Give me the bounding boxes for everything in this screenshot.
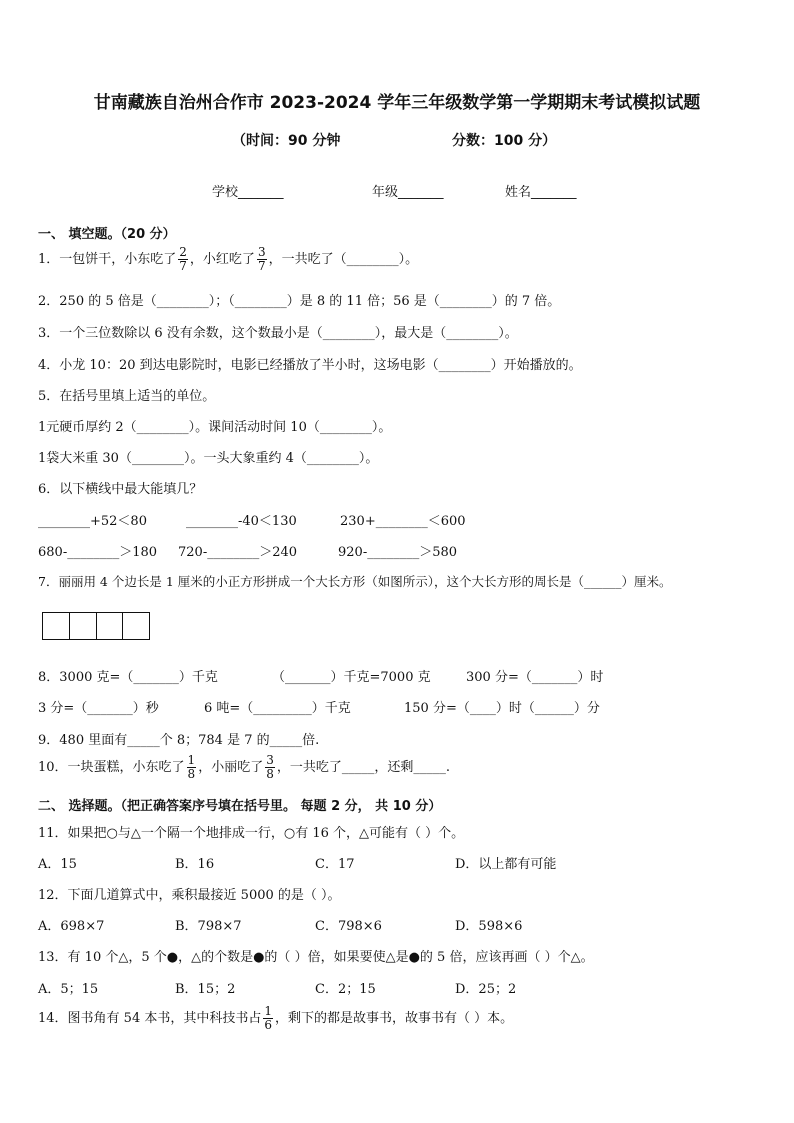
exam-time: （时间：90 分钟 bbox=[232, 133, 341, 149]
fraction-denominator: 8 bbox=[266, 767, 274, 781]
fraction bbox=[265, 754, 275, 781]
question-5-line-1: 1元硬币厚约 2（________）。课间活动时间 10（________）。 bbox=[38, 420, 392, 435]
fraction bbox=[263, 1005, 273, 1032]
option: A．5；15 bbox=[38, 982, 99, 997]
question-12: 12．下面几道算式中，乘积最接近 5000 的是（ ）。 bbox=[38, 888, 341, 903]
question-13: 13．有 10 个△，5 个●，△的个数是●的（ ）倍，如果要使△是●的 5 倍，应该再画（ ）个△。 bbox=[38, 950, 594, 965]
option: D．598×6 bbox=[455, 919, 523, 934]
q8-item: （_______）千克=7000 克 bbox=[272, 670, 431, 685]
fraction-numerator: 1 bbox=[264, 1004, 272, 1018]
fraction-denominator: 6 bbox=[264, 1018, 272, 1032]
q8-item: 300 分=（_______）时 bbox=[466, 670, 604, 685]
square bbox=[43, 613, 70, 639]
q6-item: ________-40＜130 bbox=[186, 514, 297, 529]
name-field: 姓名_______ bbox=[505, 185, 577, 200]
question-4: 4．小龙 10：20 到达电影院时，电影已经播放了半小时，这场电影（________）开始播放的。 bbox=[38, 358, 582, 373]
q8-item: 150 分=（____）时（______）分 bbox=[404, 701, 600, 716]
question-5: 5．在括号里填上适当的单位。 bbox=[38, 389, 216, 404]
q1-text-b: ，小红吃了 bbox=[189, 252, 255, 267]
exam-score: 分数：100 分） bbox=[452, 133, 557, 149]
option: B．16 bbox=[175, 857, 215, 872]
section1-heading: 一、 填空题。（20 分） bbox=[38, 227, 176, 242]
q14-text-a: 14．图书角有 54 本书，其中科技书占 bbox=[38, 1011, 262, 1026]
q6-item: 920-________＞580 bbox=[338, 545, 458, 560]
fraction-numerator: 1 bbox=[187, 753, 196, 767]
option: D．25；2 bbox=[455, 982, 517, 997]
option: A．698×7 bbox=[38, 919, 105, 934]
q1-text-a: 1．一包饼干，小东吃了 bbox=[38, 252, 177, 267]
school-field: 学校_______ bbox=[212, 185, 284, 200]
option: B．15；2 bbox=[175, 982, 236, 997]
question-1 bbox=[38, 246, 418, 273]
question-6: 6．以下横线中最大能填几？ bbox=[38, 482, 203, 497]
grade-field: 年级_______ bbox=[372, 185, 444, 200]
fraction-numerator: 3 bbox=[266, 753, 274, 767]
fraction-denominator: 7 bbox=[179, 259, 187, 273]
option: D．以上都有可能 bbox=[455, 857, 557, 872]
q1-text-c: ，一共吃了（________）。 bbox=[268, 252, 419, 267]
q8-item: 6 吨=（_________）千克 bbox=[204, 701, 351, 716]
question-14 bbox=[38, 1005, 513, 1032]
question-10 bbox=[38, 754, 450, 781]
option: C．17 bbox=[315, 857, 355, 872]
option: B．798×7 bbox=[175, 919, 242, 934]
q6-item: ________+52＜80 bbox=[38, 514, 147, 529]
fraction-numerator: 3 bbox=[257, 245, 266, 259]
option: C．2；15 bbox=[315, 982, 376, 997]
question-5-line-2: 1袋大米重 30（________）。一头大象重约 4（________）。 bbox=[38, 451, 379, 466]
fraction bbox=[257, 246, 267, 273]
q8-item: 3 分=（_______）秒 bbox=[38, 701, 159, 716]
exam-title: 甘南藏族自治州合作市 2023-2024 学年三年级数学第一学期期末考试模拟试题 bbox=[93, 93, 701, 113]
fraction bbox=[187, 754, 197, 781]
q10-text-b: ，小丽吃了 bbox=[198, 760, 264, 775]
section2-heading: 二、 选择题。（把正确答案序号填在括号里。 每题 2 分， 共 10 分） bbox=[38, 799, 442, 814]
q6-item: 680-________＞180 bbox=[38, 545, 158, 560]
option: C．798×6 bbox=[315, 919, 382, 934]
question-3: 3．一个三位数除以 6 没有余数，这个数最小是（________），最大是（________）。 bbox=[38, 326, 518, 341]
q6-item: 230+________＜600 bbox=[340, 514, 466, 529]
question-9: 9．480 里面有_____个 8；784 是 7 的_____倍. bbox=[38, 733, 320, 748]
square bbox=[70, 613, 97, 639]
q6-item: 720-________＞240 bbox=[178, 545, 298, 560]
question-2: 2．250 的 5 倍是（________）；（________）是 8 的 11 倍；56 是（________）的 7 倍。 bbox=[38, 294, 561, 309]
q10-text-c: ，一共吃了_____，还剩_____. bbox=[276, 760, 450, 775]
four-squares-figure bbox=[42, 612, 150, 640]
fraction bbox=[178, 246, 188, 273]
option: A．15 bbox=[38, 857, 77, 872]
q14-text-b: ，剩下的都是故事书，故事书有（ ）本。 bbox=[275, 1011, 514, 1026]
fraction-denominator: 8 bbox=[187, 767, 196, 781]
question-7: 7．丽丽用 4 个边长是 1 厘米的小正方形拼成一个大长方形（如图所示），这个大长方形的周长是（______）厘米。 bbox=[38, 574, 672, 589]
q8-item: 8．3000 克=（_______）千克 bbox=[38, 670, 218, 685]
square bbox=[123, 613, 149, 639]
q10-text-a: 10．一块蛋糕，小东吃了 bbox=[38, 760, 185, 775]
question-11: 11．如果把○与△一个隔一个地排成一行，○有 16 个，△可能有（ ）个。 bbox=[38, 826, 465, 841]
square bbox=[97, 613, 124, 639]
fraction-numerator: 2 bbox=[179, 245, 187, 259]
fraction-denominator: 7 bbox=[257, 259, 266, 273]
